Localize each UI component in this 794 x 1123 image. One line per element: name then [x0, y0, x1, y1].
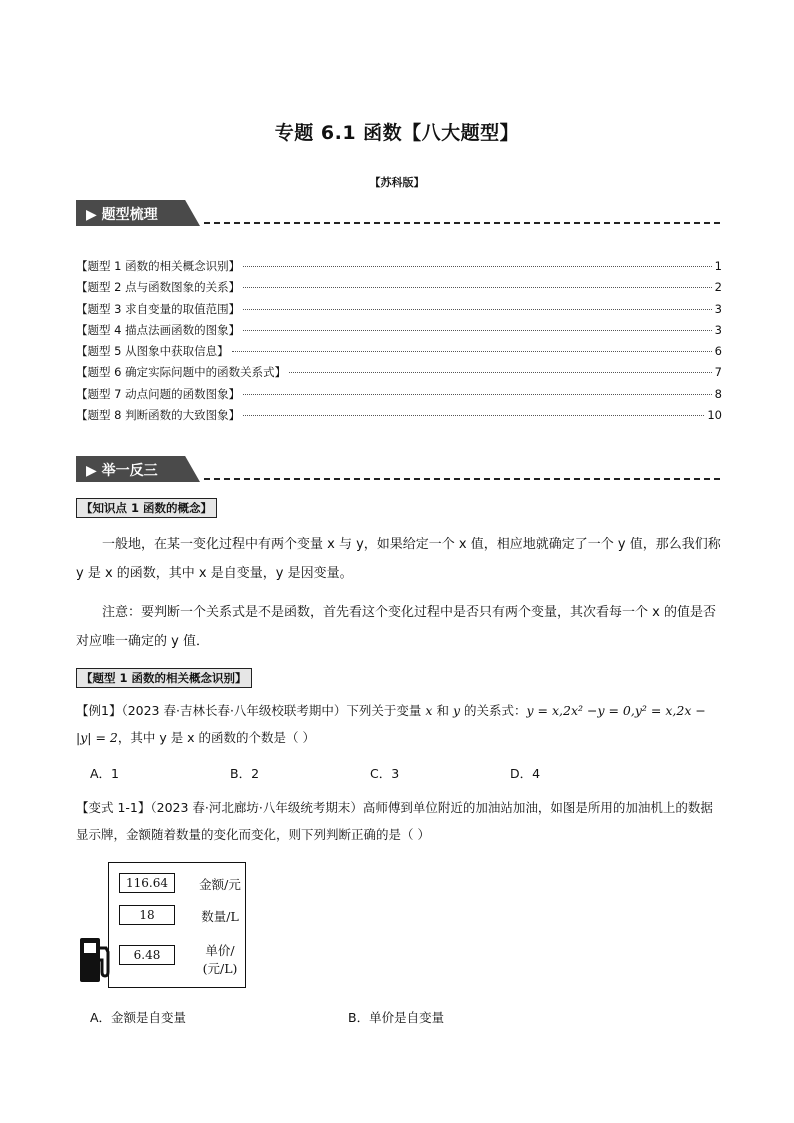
option-a[interactable]: A．金额是自变量 — [90, 1010, 187, 1025]
var-y: y — [452, 703, 460, 718]
amount-label: 金额/元 — [199, 877, 241, 892]
dashed-divider — [204, 478, 720, 480]
toc-item-label: 【题型 3 求自变量的取值范围】 — [76, 301, 241, 316]
toc-item-label: 【题型 6 确定实际问题中的函数关系式】 — [76, 365, 287, 380]
toc-item-page: 3 — [714, 301, 722, 316]
toc-item-page: 10 — [707, 408, 722, 423]
toc-leader — [243, 287, 712, 288]
page-subtitle: 【苏科版】 — [369, 176, 425, 189]
price-label-line1: 单价/ — [205, 943, 235, 958]
example-mid: 和 — [432, 703, 453, 718]
toc-leader — [243, 309, 712, 310]
table-of-contents — [76, 258, 722, 428]
example-prefix: 【例1】（2023 春·吉林长春·八年级校联考期中）下列关于变量 — [76, 703, 426, 718]
toc-item[interactable] — [76, 364, 722, 385]
toc-item-page: 2 — [714, 280, 722, 295]
toc-item-label: 【题型 4 描点法画函数的图象】 — [76, 322, 241, 337]
price-display: 6.48 — [119, 945, 175, 965]
toc-section-banner — [76, 200, 720, 228]
type-heading: 【题型 1 函数的相关概念识别】 — [76, 668, 252, 688]
toc-item[interactable] — [76, 322, 722, 343]
practice-section-banner — [76, 456, 720, 484]
option-b[interactable]: B．单价是自变量 — [348, 1010, 445, 1025]
example-formula: y = x,2x² −y = 0,y² = x,2x − |y| = 2 — [76, 703, 706, 745]
knowledge-heading: 【知识点 1 函数的概念】 — [76, 498, 217, 518]
toc-item-page: 8 — [714, 386, 722, 401]
toc-item[interactable] — [76, 343, 722, 364]
toc-leader — [243, 330, 712, 331]
toc-leader — [243, 394, 712, 395]
example-mid2: 的关系式： — [460, 703, 527, 718]
toc-item-label: 【题型 8 判断函数的大致图象】 — [76, 408, 241, 423]
toc-item-page: 1 — [714, 259, 722, 273]
banner-title: ▶ 题型梳理 — [86, 207, 158, 223]
option-d[interactable]: D．4 — [510, 766, 541, 781]
option-b[interactable]: B．2 — [230, 766, 260, 781]
knowledge-paragraph-1: 一般地，在某一变化过程中有两个变量 x 与 y，如果给定一个 x 值，相应地就确定了一个 y 值，那么我们称 y 是 x 的函数，其中 x 是自变量，y 是因变量。 — [76, 537, 721, 581]
toc-item[interactable] — [76, 407, 722, 428]
amount-display: 116.64 — [119, 873, 175, 893]
option-a[interactable]: A．1 — [90, 766, 120, 781]
toc-item-page: 7 — [714, 365, 722, 380]
toc-item-label: 【题型 1 函数的相关概念识别】 — [76, 259, 241, 273]
toc-item[interactable] — [76, 258, 722, 279]
example-suffix: ，其中 y 是 x 的函数的个数是（ ） — [117, 730, 316, 745]
toc-leader — [243, 415, 704, 416]
quantity-display: 18 — [119, 905, 175, 925]
fuel-pump-icon — [78, 936, 112, 984]
variant-question: 【变式 1-1】（2023 春·河北廊坊·八年级统考期末）高师傅到单位附近的加油站加油，如图是所用的加油机上的数据显示牌，金额随着数量的变化而变化，则下列判断正确的是（ ） — [76, 800, 713, 842]
fuel-pump-display — [108, 862, 246, 988]
toc-leader — [289, 372, 712, 373]
price-label-line2: (元/L) — [202, 961, 238, 976]
toc-item-page: 3 — [714, 322, 722, 337]
toc-item-label: 【题型 2 点与函数图象的关系】 — [76, 280, 241, 295]
variant-options — [90, 1008, 606, 1026]
banner-title: ▶ 举一反三 — [86, 463, 158, 479]
toc-item[interactable] — [76, 279, 722, 300]
toc-item[interactable] — [76, 301, 722, 322]
knowledge-paragraph-2: 注意：要判断一个关系式是不是函数，首先看这个变化过程中是否只有两个变量，其次看每一个 x 的值是否对应唯一确定的 y 值． — [76, 605, 716, 649]
dashed-divider — [204, 222, 720, 224]
toc-leader — [243, 266, 712, 267]
option-c[interactable]: C．3 — [370, 766, 400, 781]
example-options — [90, 764, 650, 782]
page-title: 专题 6.1 函数【八大题型】 — [274, 122, 520, 144]
quantity-label: 数量/L — [201, 909, 239, 924]
var-x: x — [425, 703, 433, 718]
toc-item-page: 6 — [714, 344, 722, 359]
toc-item-label: 【题型 7 动点问题的函数图象】 — [76, 386, 241, 401]
toc-leader — [232, 351, 712, 352]
example-question — [76, 697, 722, 751]
toc-item[interactable] — [76, 386, 722, 407]
toc-item-label: 【题型 5 从图象中获取信息】 — [76, 344, 229, 359]
